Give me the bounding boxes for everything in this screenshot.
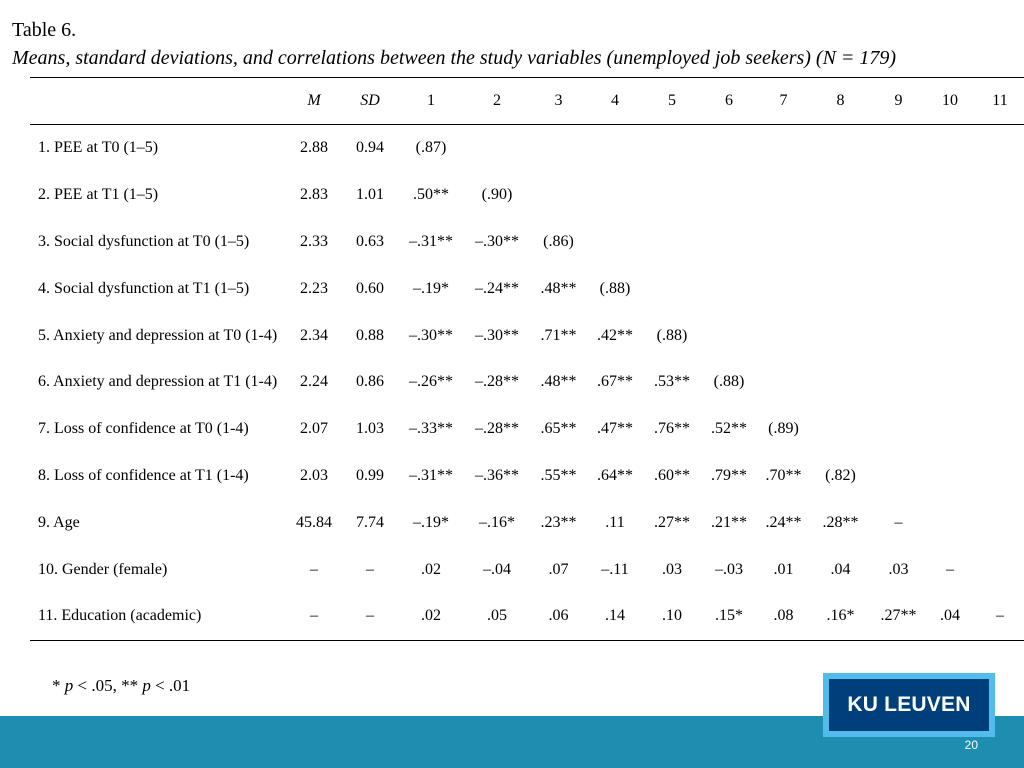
cell-correlation: –.04 — [483, 560, 511, 578]
header-col-1: 1 — [427, 92, 435, 109]
cell-correlation: –.28** — [475, 373, 519, 391]
cell-correlation — [974, 499, 1024, 546]
logo-box — [829, 679, 989, 731]
cell-correlation: –.24** — [475, 279, 519, 297]
header-col-9: 9 — [894, 92, 903, 109]
cell-correlation — [757, 219, 810, 266]
cell-sd: 0.86 — [356, 373, 384, 391]
row-variable-label: 5. Anxiety and depression at T0 (1-4) — [38, 326, 278, 344]
cell-correlation: .07 — [548, 560, 569, 578]
cell-correlation — [926, 406, 974, 453]
cell-correlation: .47** — [597, 420, 633, 438]
cell-correlation: .21** — [711, 513, 747, 531]
cell-correlation: .14 — [605, 607, 625, 625]
cell-correlation — [587, 172, 643, 219]
cell-correlation — [587, 219, 643, 266]
cell-sd: – — [366, 560, 374, 578]
cell-correlation — [974, 125, 1024, 172]
cell-correlation — [926, 499, 974, 546]
cell-correlation: –.30** — [475, 326, 519, 344]
cell-correlation — [701, 125, 757, 172]
cell-correlation — [871, 265, 926, 312]
cell-correlation: .11 — [605, 513, 625, 531]
cell-correlation: .01 — [773, 560, 794, 578]
cell-sd: 7.74 — [356, 513, 384, 531]
cell-correlation: –.26** — [409, 373, 453, 391]
cell-correlation — [926, 453, 974, 500]
header-col-4: 4 — [611, 92, 619, 109]
cell-correlation — [974, 546, 1024, 593]
footnote-part: < .05, ** — [73, 676, 143, 695]
header-row — [30, 78, 1024, 125]
header-col-6: 6 — [725, 92, 733, 109]
table-row — [30, 172, 1024, 219]
cell-correlation: (.90) — [481, 186, 513, 204]
cell-correlation: .28** — [822, 513, 859, 531]
cell-mean: – — [310, 607, 318, 625]
correlation-table — [30, 77, 1024, 641]
cell-correlation: .08 — [773, 607, 794, 625]
header-col-11: 11 — [992, 92, 1008, 109]
cell-correlation: .15* — [715, 607, 743, 625]
footnote-part: < .01 — [150, 676, 191, 695]
table-row — [30, 593, 1024, 640]
cell-correlation — [926, 172, 974, 219]
header-col-8: 8 — [836, 92, 845, 109]
cell-correlation — [757, 359, 810, 406]
cell-correlation — [810, 125, 871, 172]
page-number: 20 — [964, 738, 978, 752]
cell-correlation: –.31** — [409, 232, 453, 250]
ku-leuven-logo — [823, 673, 995, 737]
cell-mean: 2.03 — [300, 466, 328, 484]
table-row — [30, 499, 1024, 546]
table-caption: Means, standard deviations, and correlations between the study variables (unemployed job seekers) (N = 179) — [12, 47, 897, 69]
cell-correlation: .42** — [597, 326, 633, 344]
table-body — [30, 125, 1024, 641]
cell-correlation — [926, 219, 974, 266]
cell-correlation — [810, 172, 871, 219]
cell-correlation: .27** — [880, 607, 917, 625]
cell-sd: 0.94 — [356, 139, 384, 157]
cell-mean: 2.23 — [300, 279, 328, 297]
cell-correlation: – — [894, 513, 903, 531]
row-variable-label: 11. Education (academic) — [38, 607, 202, 625]
cell-correlation — [701, 265, 757, 312]
cell-sd: 0.88 — [356, 326, 384, 344]
cell-correlation — [926, 312, 974, 359]
cell-correlation: (.88) — [656, 326, 688, 344]
cell-correlation — [530, 172, 587, 219]
cell-correlation: –.19* — [413, 279, 449, 297]
cell-correlation: –.03 — [715, 560, 743, 578]
cell-correlation — [530, 125, 587, 172]
cell-mean: 2.07 — [300, 420, 328, 438]
cell-sd: 0.60 — [356, 279, 384, 297]
cell-mean: – — [310, 560, 318, 578]
header-sd: SD — [360, 92, 380, 109]
cell-correlation — [701, 219, 757, 266]
cell-correlation — [810, 406, 871, 453]
cell-correlation: –.16* — [479, 513, 515, 531]
row-variable-label: 9. Age — [38, 513, 80, 531]
table-row — [30, 359, 1024, 406]
cell-correlation: .48** — [540, 373, 577, 391]
header-variable — [30, 78, 286, 125]
cell-correlation — [701, 172, 757, 219]
cell-correlation: .71** — [540, 326, 577, 344]
row-variable-label: 8. Loss of confidence at T1 (1-4) — [38, 466, 249, 484]
cell-correlation: .60** — [654, 466, 690, 484]
cell-correlation: –.31** — [409, 466, 453, 484]
cell-correlation: – — [996, 607, 1004, 625]
cell-correlation: (.87) — [415, 139, 447, 157]
cell-correlation — [974, 406, 1024, 453]
cell-correlation — [701, 312, 757, 359]
cell-correlation: .65** — [540, 420, 577, 438]
cell-correlation: .48** — [540, 279, 577, 297]
cell-correlation: .53** — [654, 373, 690, 391]
cell-correlation — [974, 359, 1024, 406]
cell-correlation — [810, 359, 871, 406]
cell-correlation — [871, 312, 926, 359]
cell-correlation — [587, 125, 643, 172]
cell-correlation — [643, 265, 701, 312]
cell-correlation: .27** — [654, 513, 690, 531]
header-mean: M — [307, 92, 321, 109]
cell-sd: 1.03 — [356, 420, 384, 438]
cell-correlation — [757, 172, 810, 219]
cell-mean: 2.34 — [300, 326, 328, 344]
cell-correlation: –.30** — [475, 232, 519, 250]
cell-correlation — [810, 312, 871, 359]
cell-correlation — [974, 172, 1024, 219]
cell-correlation: (.88) — [713, 373, 745, 391]
cell-correlation — [974, 265, 1024, 312]
footnote-p-symbol: p — [142, 676, 151, 695]
footnote-part: * — [52, 676, 65, 695]
cell-correlation — [974, 453, 1024, 500]
table-row — [30, 219, 1024, 266]
table-title: Table 6. — [12, 19, 77, 41]
cell-correlation: .79** — [711, 466, 747, 484]
table-row — [30, 125, 1024, 172]
cell-correlation: –.36** — [475, 466, 519, 484]
cell-correlation: .03 — [662, 560, 682, 578]
significance-footnote — [52, 676, 190, 696]
cell-correlation: .24** — [765, 513, 802, 531]
cell-correlation: .04 — [830, 560, 851, 578]
row-variable-label: 3. Social dysfunction at T0 (1–5) — [38, 232, 250, 250]
cell-correlation: –.30** — [409, 326, 453, 344]
cell-correlation: .02 — [421, 607, 441, 625]
header-col-2: 2 — [493, 92, 501, 109]
header-col-10: 10 — [942, 92, 958, 109]
cell-correlation — [926, 125, 974, 172]
cell-correlation — [871, 172, 926, 219]
cell-correlation: .70** — [765, 466, 802, 484]
cell-correlation — [926, 359, 974, 406]
cell-mean: 45.84 — [296, 513, 332, 531]
row-variable-label: 6. Anxiety and depression at T1 (1-4) — [38, 373, 278, 391]
cell-correlation: .55** — [540, 466, 577, 484]
cell-correlation: .05 — [487, 607, 507, 625]
cell-correlation — [757, 265, 810, 312]
header-col-7: 7 — [779, 92, 788, 109]
cell-correlation: (.89) — [768, 420, 799, 438]
cell-sd: 1.01 — [356, 186, 384, 204]
cell-correlation — [871, 453, 926, 500]
cell-correlation: .04 — [940, 607, 960, 625]
cell-correlation — [464, 125, 530, 172]
cell-sd: 0.99 — [356, 466, 384, 484]
cell-correlation: (.86) — [543, 232, 574, 250]
cell-correlation — [810, 265, 871, 312]
cell-correlation: .64** — [597, 466, 633, 484]
row-variable-label: 10. Gender (female) — [38, 560, 168, 578]
logo-text: KU LEUVEN — [847, 693, 971, 716]
cell-correlation: .02 — [421, 560, 441, 578]
cell-correlation: –.33** — [409, 420, 453, 438]
cell-correlation: –.19* — [413, 513, 449, 531]
cell-correlation — [757, 312, 810, 359]
correlation-table-container — [30, 77, 1024, 641]
cell-correlation: .10 — [662, 607, 682, 625]
cell-correlation — [871, 406, 926, 453]
cell-correlation: .76** — [654, 420, 690, 438]
cell-correlation: (.82) — [825, 466, 856, 484]
cell-correlation: (.88) — [599, 279, 631, 297]
footnote-p-symbol: p — [64, 676, 74, 695]
cell-mean: 2.88 — [300, 139, 328, 157]
cell-correlation: –.28** — [475, 420, 519, 438]
cell-correlation — [757, 125, 810, 172]
cell-correlation — [643, 219, 701, 266]
table-row — [30, 546, 1024, 593]
row-variable-label: 4. Social dysfunction at T1 (1–5) — [38, 279, 250, 297]
cell-correlation — [810, 219, 871, 266]
row-variable-label: 7. Loss of confidence at T0 (1-4) — [38, 420, 249, 438]
table-header — [30, 78, 1024, 125]
table-row — [30, 406, 1024, 453]
cell-correlation — [871, 359, 926, 406]
cell-correlation: .06 — [548, 607, 569, 625]
cell-mean: 2.33 — [300, 232, 328, 250]
table-row — [30, 312, 1024, 359]
cell-correlation: .67** — [597, 373, 633, 391]
header-col-3: 3 — [554, 92, 563, 109]
table-row — [30, 453, 1024, 500]
cell-sd: – — [366, 607, 374, 625]
cell-correlation: – — [946, 560, 954, 578]
row-variable-label: 1. PEE at T0 (1–5) — [38, 139, 159, 157]
cell-correlation — [871, 219, 926, 266]
cell-correlation: .23** — [540, 513, 577, 531]
cell-correlation: .03 — [888, 560, 909, 578]
cell-correlation: .50** — [413, 186, 449, 204]
cell-correlation: .52** — [711, 420, 747, 438]
table-row — [30, 265, 1024, 312]
cell-correlation: –.11 — [601, 560, 629, 578]
cell-correlation — [974, 219, 1024, 266]
cell-mean: 2.83 — [300, 186, 328, 204]
cell-correlation — [643, 172, 701, 219]
header-col-5: 5 — [668, 92, 676, 109]
cell-correlation: .16* — [826, 607, 855, 625]
cell-mean: 2.24 — [300, 373, 328, 391]
cell-correlation — [974, 312, 1024, 359]
cell-correlation — [643, 125, 701, 172]
cell-correlation — [926, 265, 974, 312]
cell-correlation — [871, 125, 926, 172]
cell-sd: 0.63 — [356, 232, 384, 250]
row-variable-label: 2. PEE at T1 (1–5) — [38, 186, 159, 204]
